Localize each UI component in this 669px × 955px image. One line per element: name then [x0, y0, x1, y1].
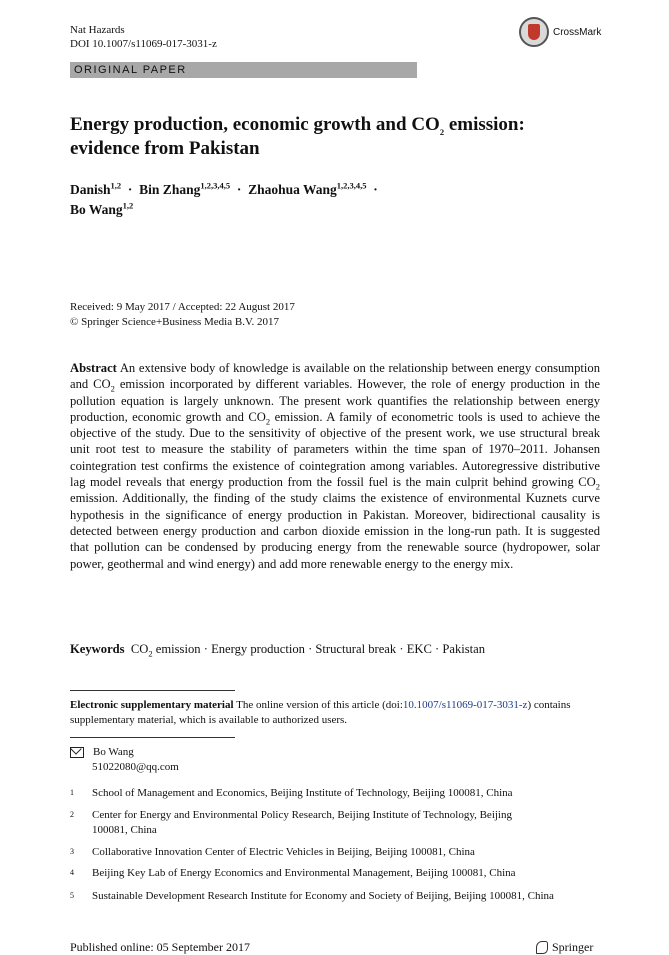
contact-divider: [70, 737, 235, 738]
author-affiliation: 1,2: [122, 200, 134, 211]
author-name: Zhaohua Wang: [248, 182, 337, 197]
keyword: Structural break: [315, 642, 397, 656]
esm-doi-link[interactable]: 10.1007/s11069-017-3031-z: [402, 699, 528, 711]
keyword-separator: ·: [304, 642, 316, 656]
keyword: EKC: [406, 642, 432, 656]
affiliation: [70, 866, 600, 881]
keyword: Energy production: [211, 642, 305, 656]
author-affiliation: 1,2,3,4,5: [200, 180, 231, 191]
esm-text: The online version of this article (doi:: [233, 699, 403, 711]
keywords-label: Keywords: [70, 642, 125, 656]
author-name: Danish: [70, 182, 111, 197]
publisher-name: Springer: [552, 940, 594, 954]
crossmark-label: CrossMark: [553, 26, 602, 38]
affiliation-number: 4: [70, 868, 74, 877]
title-text: Energy production, economic growth and CO: [70, 114, 440, 135]
article-dates: [70, 300, 295, 330]
keywords: [70, 641, 600, 657]
affiliation-text: Center for Energy and Environmental Policy Research, Beijing Institute of Technology, Beijing 100081, China: [92, 809, 512, 836]
contact-email[interactable]: 51022080@qq.com: [92, 760, 179, 773]
author-name: Bo Wang: [70, 202, 123, 217]
copyright: © Springer Science+Business Media B.V. 2017: [70, 316, 279, 328]
esm-label: Electronic supplementary material: [70, 699, 234, 711]
keyword: CO: [130, 642, 149, 656]
supplementary-note: [70, 698, 600, 728]
article-doi: DOI 10.1007/s11069-017-3031-z: [70, 38, 217, 50]
author-list: [70, 180, 590, 220]
title-text-end: emission: evidence from Pakistan: [70, 114, 525, 159]
author-name: Bin Zhang: [139, 182, 201, 197]
keyword-separator: ·: [431, 642, 443, 656]
affiliation-number: 2: [70, 810, 74, 819]
abstract-text: emission. A family of econometric tools is used to achieve the objective of the study. Due to the sensitivity of objective of the present work, we use structural break unit root test to measure the stability of parameters within the time span of 1970–2011. Johansen cointegration test confirms the existence of cointegration among variables. Autoregressive distributive lag model reveals that energy production from the fossil fuel is the main culprit behind growing CO: [70, 409, 600, 490]
keyword: emission: [152, 642, 201, 656]
contact-name: Bo Wang: [93, 746, 134, 758]
article-type-banner: ORIGINAL PAPER: [70, 62, 417, 78]
received-accepted: Received: 9 May 2017 / Accepted: 22 August 2017: [70, 301, 295, 313]
affiliation: [70, 845, 600, 860]
abstract-text: An extensive body of knowledge is available on the relationship between energy consumption and CO: [70, 361, 600, 392]
affiliation-number: 3: [70, 847, 74, 856]
paper-title: [70, 113, 590, 161]
crossmark-badge[interactable]: [519, 17, 601, 47]
keyword-separator: ·: [396, 642, 407, 656]
affiliation-number: 1: [70, 788, 74, 797]
author-separator: ·: [233, 182, 245, 197]
journal-header: [70, 23, 217, 51]
affiliation: [70, 808, 550, 837]
abstract-label: Abstract: [70, 361, 117, 375]
envelope-icon: [70, 747, 84, 758]
author-separator: ·: [369, 182, 378, 197]
springer-horse-icon: [536, 941, 548, 954]
affiliation: [70, 889, 590, 904]
affiliation-number: 5: [70, 891, 74, 900]
affiliation: [70, 786, 600, 801]
esm-text: ) contains supplementary material, which is available to authorized users.: [70, 699, 571, 726]
affiliation-text: School of Management and Economics, Beijing Institute of Technology, Beijing 100081, China: [92, 787, 513, 799]
keyword-separator: ·: [200, 642, 212, 656]
footnote-divider: [70, 690, 235, 691]
crossmark-icon: [519, 17, 549, 47]
author-affiliation: 1,2: [110, 180, 122, 191]
abstract-text: emission. Additionally, the finding of the study claims the existence of environmental Kuznets curve hypothesis in the significance of energy production in Pakistan. Moreover, bidirectional causality is detected between energy production and carbon dioxide emission in the long-run path. It is suggested that pollution can be condensed by producing energy from the renewable source (hydropower, solar power, geothermal and wind energy) and add more renewable energy to the energy mix.: [70, 491, 600, 571]
author-separator: ·: [124, 182, 136, 197]
title-subscript: 2: [439, 126, 445, 137]
published-online: Published online: 05 September 2017: [70, 940, 250, 954]
keyword-subscript: 2: [148, 648, 153, 659]
corresponding-author: [70, 745, 179, 774]
abstract-text: emission incorporated by different variables. However, the role of energy production in the pollution equation is largely unknown. The present work quantifies the relationship between energy production, economic growth and CO: [70, 377, 601, 424]
affiliation-text: Sustainable Development Research Institute for Economy and Society of Beijing, Beijing 100081, China: [92, 890, 554, 902]
publisher-logo: [536, 940, 593, 955]
journal-name: Nat Hazards: [70, 24, 125, 36]
abstract-subscript: 2: [265, 416, 271, 427]
abstract-subscript: 2: [110, 383, 115, 394]
keyword: Pakistan: [442, 642, 486, 656]
affiliation-text: Beijing Key Lab of Energy Economics and Environmental Management, Beijing 100081, China: [92, 867, 516, 879]
affiliation-text: Collaborative Innovation Center of Electric Vehicles in Beijing, Beijing 100081, China: [92, 846, 475, 858]
abstract: [70, 360, 600, 572]
author-affiliation: 1,2,3,4,5: [336, 180, 367, 191]
abstract-subscript: 2: [595, 481, 600, 492]
